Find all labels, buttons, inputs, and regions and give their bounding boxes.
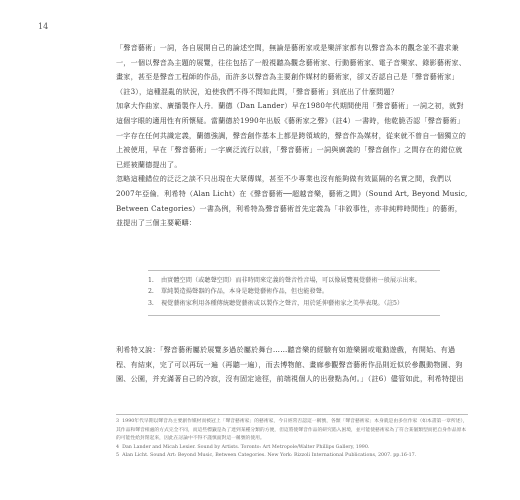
list-item xyxy=(148,298,440,309)
page-number: 14 xyxy=(38,22,49,31)
paragraph-4: 利希特又說：「聲音藝術屬於展覽多過於屬於舞台……聽音樂的經驗有如遊樂園或電動遊戲，有開始、有過程、有結束，完了可以再玩一遍（再聽一遍），而去博物館、畫廊參觀聲音藝術作品則近似於參觀動物園、狗園、公園，并充滿著自己的冷寂，沒有固定途徑，前端視個人的出發點為何。」（註6）儘管如此，利希特提出 xyxy=(116,345,464,384)
footnotes xyxy=(116,418,468,461)
paragraph-1: 「聲音藝術」一詞，各自展開自己的論述空間，無論是藝術家或是樂評家都有以聲音為本的觀念並不盡求兼一，一個以聲音為主題的展覽，往往包括了一般視聽為觀念藝術家、行動藝術家、電子音樂家、錄影藝術家、畫家，甚至是聲音工程師的作品，而許多以聲音為主要創作媒材的藝術家，卻又否認自己是「聲音藝術家」（註3），這種混亂的狀況，迫使我們不得不問如此問，「聲音藝術」到底出了什麼問題？ xyxy=(116,43,467,96)
footnote-5: 5 Alan Licht. Sound Art: Beyond Music, Between Categories. New York: Rizzoli International Publications, 2007. pp.16-17. xyxy=(116,453,417,459)
list-item-number: 2. xyxy=(148,288,154,296)
footnote-3: 3 1990年代早期以聲音為主要創作媒材而被冠上「聲音藝術家」的藝術家，今日經常否認這一稱號，各類「聲音藝術家」本身就是由多位作家（如本書第一章所述），其作品和聲音相處的方式完全不同，而這些標籤是為了達到某種分類的方便，但這將使聲音作品的研究陷入困境，並可能使藝術家為了符合某個類型而把自身作品原本的可能性給封閉起來，因此在討論中不得不謹慎面對這一稱號的使用。 xyxy=(116,419,468,442)
list-item xyxy=(148,286,440,297)
list-item xyxy=(148,275,440,286)
list-item-number: 1. xyxy=(148,277,154,284)
paragraph-3: 忽略這種錯位的泛泛之談不只出現在大眾傳媒，甚至不少專業也沒有能夠做有效區隔的名實之間，我們以2007年亞倫．利希特（Alan Licht）在《聲音藝術──超越音樂，藝術之間》（Sound Art, Beyond Music, Between Categories）一書為例，利希特為聲音藝術首先定義為「非敘事性，亦非純粹時間性」的藝術，並提出了三個主要範疇： xyxy=(116,174,470,228)
book-page xyxy=(28,8,492,494)
footnote-divider xyxy=(116,414,468,415)
definition-list-box xyxy=(148,270,440,316)
footnote-4: 4 Dan Lander and Micah Lexier. Sound by Artists. Toronto: Art Metropole/Walter Phillips Gallery, 1990. xyxy=(116,444,370,450)
list-item-number: 3. xyxy=(148,299,154,307)
quote-paragraph xyxy=(116,343,468,387)
list-item-text: 視覺藝術家利用各種傳統聽覺藝術或以製作之聲音，用於延伸藝術家之美學表現。（註5） xyxy=(161,299,404,307)
paragraph-2: 加拿大作曲家、廣播製作人丹．蘭德（Dan Lander）早在1980年代期間使用「聲音藝術」一詞之初，就對這個字眼的適用性有所懷疑。當蘭德於1990年出版《藝術家之聲》（註4）一書時，他乾脆否認「聲音藝術」一字存在任何共識定義，蘭德強調，聲音創作基本上都是跨領域的，聲音作為媒材，從來就不曾自一個獨立的上被使用，早在「聲音藝術」一字廣泛流行以前，「聲音藝術」一詞與廣義的「聲音創作」之間存在的錯位就已經被蘭德提出了。 xyxy=(116,101,467,169)
list-item-text: 單純製造揚聲器的作品，本身是聽覺藝術作品，但也能發聲。 xyxy=(161,288,329,296)
main-text xyxy=(116,41,468,231)
list-item-text: 由實體空間（或聽聲空間）而非時間來定義的聲音性音場，可以像展覽視覺藝術一般展示出來。 xyxy=(161,277,421,284)
